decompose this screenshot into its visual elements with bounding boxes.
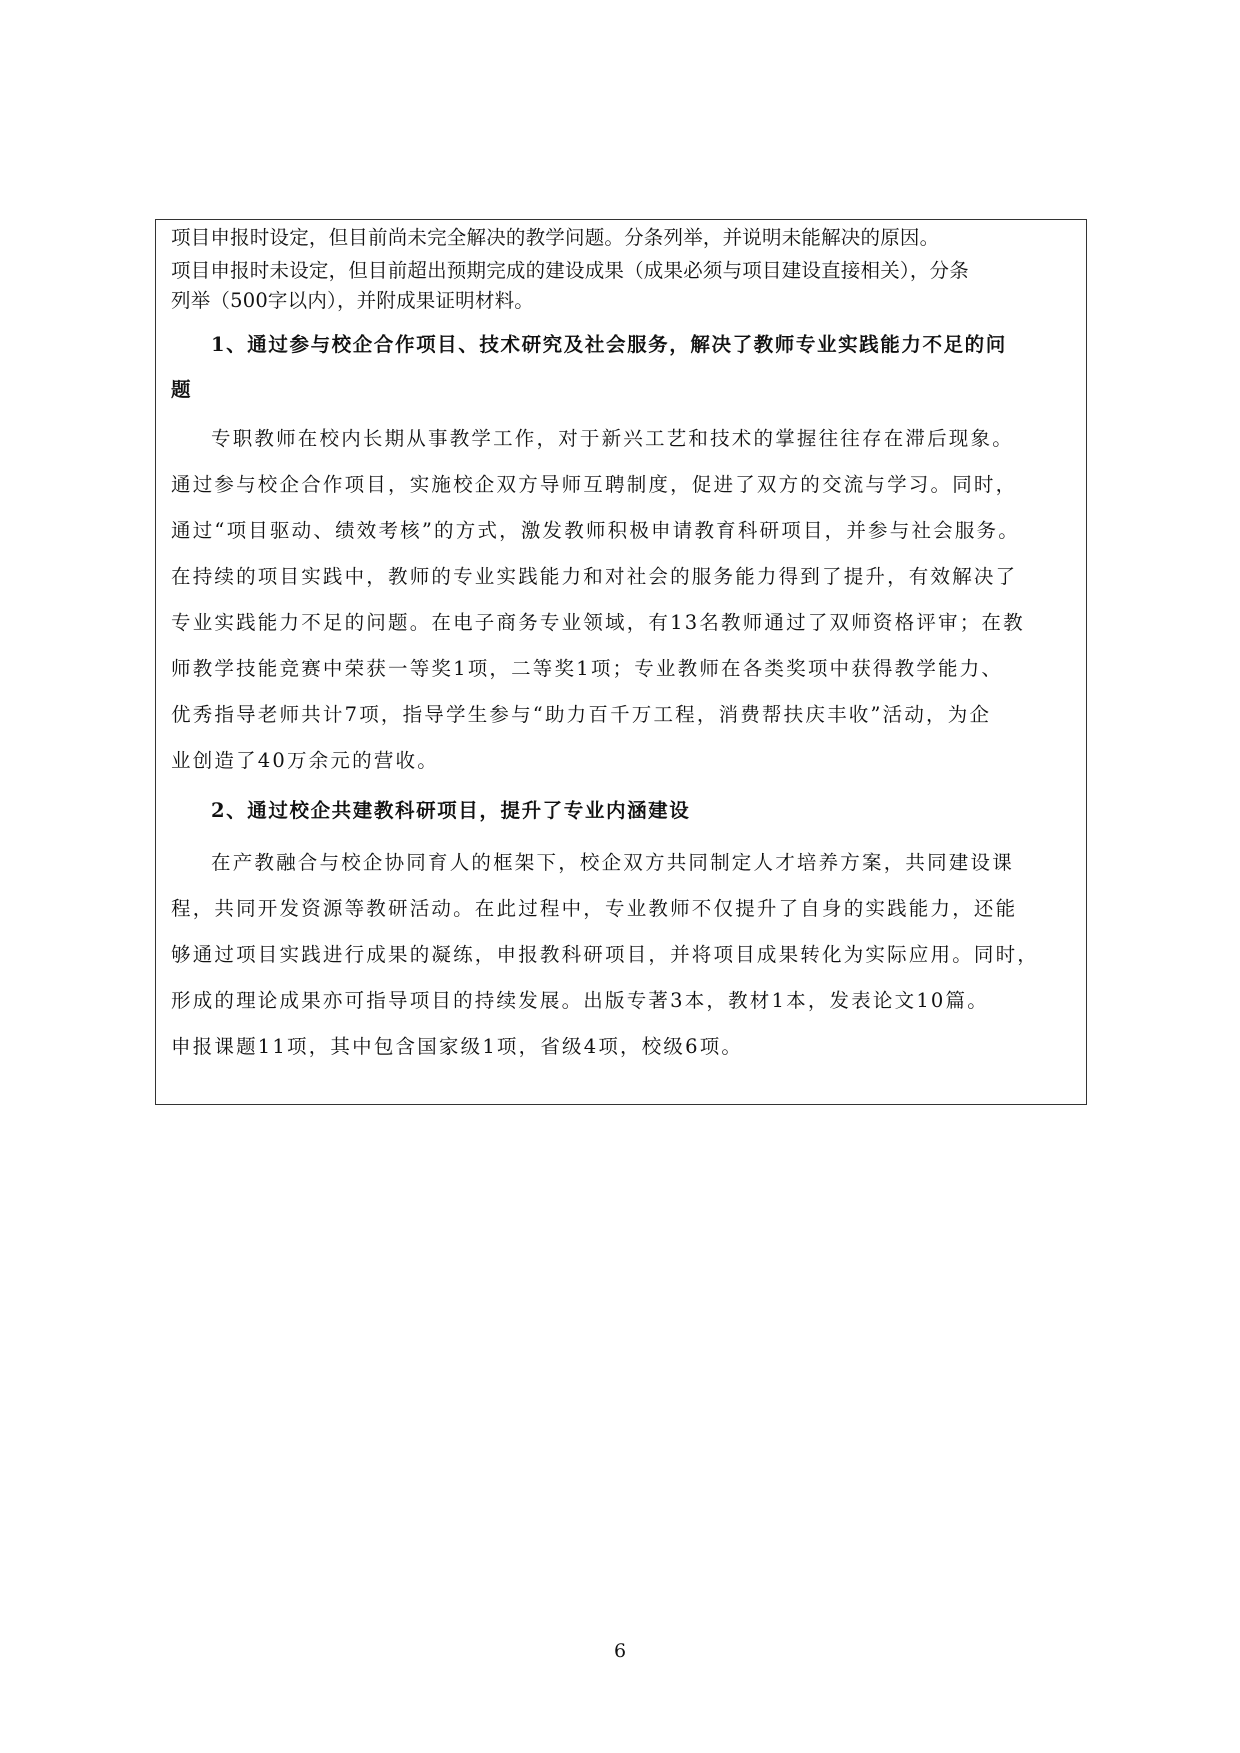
form-instruction-1: 项目申报时设定，但目前尚未完全解决的教学问题。分条列举，并说明未能解决的原因。 — [171, 226, 940, 249]
section-1-paragraph-line: 专业实践能力不足的问题。在电子商务专业领域，有13名教师通过了双师资格评审；在教 — [171, 611, 1025, 634]
section-1-paragraph-line: 专职教师在校内长期从事教学工作，对于新兴工艺和技术的掌握往往存在滞后现象。 — [211, 427, 1014, 450]
section-2-paragraph-line: 形成的理论成果亦可指导项目的持续发展。出版专著3本，教材1本，发表论文10篇。 — [171, 989, 989, 1012]
section-1-heading-line-2: 题 — [171, 378, 193, 401]
section-1-paragraph-line: 通过参与校企合作项目，实施校企双方导师互聘制度，促进了双方的交流与学习。同时， — [171, 473, 1018, 496]
section-2-paragraph-line: 在产教融合与校企协同育人的框架下，校企双方共同制定人才培养方案，共同建设课 — [211, 851, 1014, 874]
section-2-heading: 2、通过校企共建教科研项目，提升了专业内涵建设 — [211, 799, 691, 822]
section-1-paragraph-line: 师教学技能竞赛中荣获一等奖1项，二等奖1项；专业教师在各类奖项中获得教学能力、 — [171, 657, 1004, 680]
report-table-cell — [155, 219, 1087, 1105]
form-instruction-3: 列举（500字以内），并附成果证明材料。 — [171, 289, 534, 312]
section-1-paragraph-line: 业创造了40万余元的营收。 — [171, 749, 439, 772]
section-1-paragraph-line: 通过“项目驱动、绩效考核”的方式，激发教师积极申请教育科研项目，并参与社会服务。 — [171, 519, 1020, 542]
section-1-paragraph-line: 在持续的项目实践中，教师的专业实践能力和对社会的服务能力得到了提升，有效解决了 — [171, 565, 1018, 588]
page-number: 6 — [613, 1640, 627, 1662]
section-1-paragraph-line: 优秀指导老师共计7项，指导学生参与“助力百千万工程，消费帮扶庆丰收”活动，为企 — [171, 703, 992, 726]
section-2-paragraph-line: 申报课题11项，其中包含国家级1项，省级4项，校级6项。 — [171, 1035, 744, 1058]
form-instruction-2: 项目申报时未设定，但目前超出预期完成的建设成果（成果必须与项目建设直接相关），分条 — [171, 259, 969, 282]
section-2-paragraph-line: 程，共同开发资源等教研活动。在此过程中，专业教师不仅提升了自身的实践能力，还能 — [171, 897, 1018, 920]
section-1-heading-line-1: 1、通过参与校企合作项目、技术研究及社会服务，解决了教师专业实践能力不足的问 — [211, 333, 1007, 356]
section-2-paragraph-line: 够通过项目实践进行成果的凝练，申报教科研项目，并将项目成果转化为实际应用。同时， — [171, 943, 1040, 966]
